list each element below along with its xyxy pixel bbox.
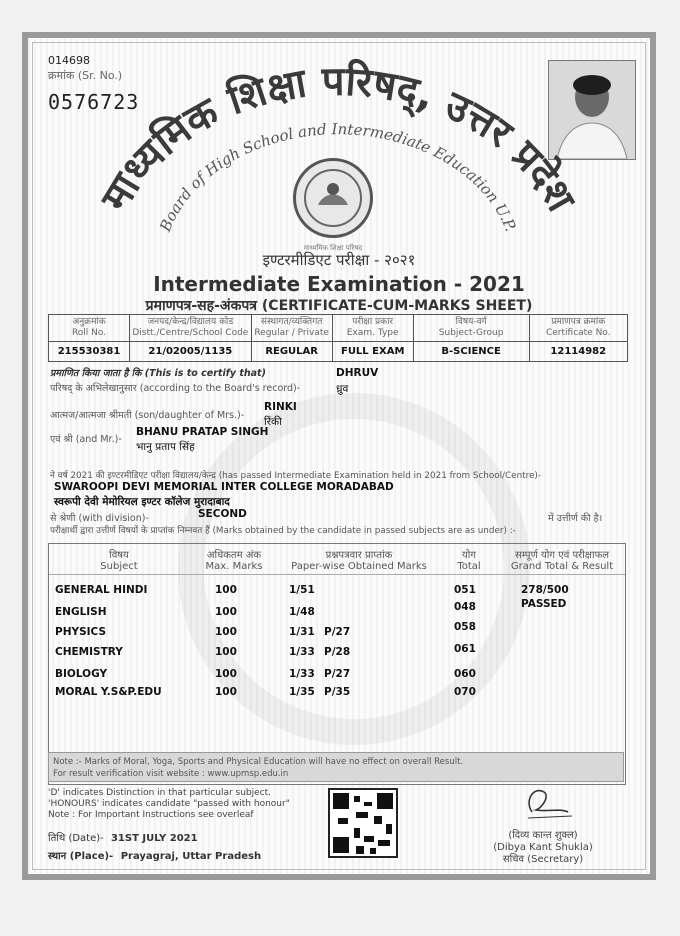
row-total: 061 <box>454 643 476 655</box>
board-seal-emblem <box>293 158 373 238</box>
exam-type: FULL EXAM <box>332 342 413 362</box>
division-value: SECOND <box>198 508 247 520</box>
row-total: 051 <box>454 584 476 596</box>
place-label: स्थान (Place)- <box>48 851 114 862</box>
verification-qr-code <box>328 788 398 858</box>
honours-note: 'HONOURS' indicates candidate "passed with honour" <box>48 799 290 809</box>
candidate-info-table: अनुक्रमांक Roll No. जनपद/केन्द्र/विद्यालय कोड Distt./Centre/School Code संस्थागत/व्यक्तिगत Regular / Private परीक्षा प्रकार Exam. Type विषय-वर्ग Subject-Group प्रमाणपत्र क्रमांक Certificate No. 215530381 21/02005/1135 REGULAR FULL EXAM B-SCIENCE 12114982 <box>48 314 628 362</box>
row-paper2: P/27 <box>324 626 351 638</box>
mother-name: RINKI <box>264 401 297 413</box>
marks-intro-line: परीक्षार्थी द्वारा उत्तीर्ण विषयों के प्राप्तांक निम्नवत हैं (Marks obtained by the candidate in passed subjects are as under) :- <box>50 526 516 536</box>
row-total: 070 <box>454 686 476 698</box>
issue-date: 31ST JULY 2021 <box>110 833 198 844</box>
serial-number: 0576723 <box>48 90 140 114</box>
issue-place: Prayagraj, Uttar Pradesh <box>120 851 262 862</box>
signer-name: (Dibya Kant Shukla) <box>493 842 593 853</box>
exam-title-hindi: इण्टरमीडिएट परीक्षा - २०२१ <box>262 251 416 269</box>
row-subject: ENGLISH <box>55 606 107 618</box>
row-max: 100 <box>215 606 237 618</box>
serial-label: क्रमांक (Sr. No.) <box>48 69 123 82</box>
header-max-marks: अधिकतम अंक Max. Marks <box>205 550 263 572</box>
row-subject: PHYSICS <box>55 626 107 638</box>
row-paper2: P/27 <box>324 668 351 680</box>
passed-line: ने वर्ष 2021 की इण्टरमीडिएट परीक्षा विद्यालय/केन्द्र (has passed Intermediate Examination held in 2021 from School/Centre)- <box>50 471 542 481</box>
mother-label: आत्मज/आत्मजा श्रीमती (son/daughter of Mrs.)- <box>50 410 245 421</box>
board-record-line: परिषद् के अभिलेखानुसार (according to the Board's record)- <box>50 383 301 394</box>
candidate-type: REGULAR <box>251 342 332 362</box>
row-total: 048 <box>454 601 476 613</box>
note-moral: Note :- Marks of Moral, Yoga, Sports and Physical Education will have no effect on overall Result. <box>53 757 464 767</box>
distinction-note: 'D' indicates Distinction in that particular subject. <box>48 788 272 798</box>
place-row <box>48 848 261 862</box>
row-total: 060 <box>454 668 476 680</box>
certificate-sheet <box>22 32 656 880</box>
row-subject: CHEMISTRY <box>55 646 123 658</box>
division-label: से श्रेणी (with division)- <box>50 513 149 524</box>
row-max: 100 <box>215 646 237 658</box>
row-paper1: 1/33 <box>289 668 315 680</box>
certificate-number: 12114982 <box>529 342 627 362</box>
division-tail: में उत्तीर्ण की है। <box>548 513 603 524</box>
result-status: PASSED <box>521 598 567 610</box>
father-name: BHANU PRATAP SINGH <box>136 426 269 438</box>
school-name-hindi: स्वरूपी देवी मेमोरियल इण्टर कॉलेज मुरादाबाद <box>54 496 230 508</box>
row-paper2: P/35 <box>324 686 351 698</box>
row-paper2: P/28 <box>324 646 351 658</box>
serial-code: 014698 <box>48 54 90 67</box>
row-subject: MORAL Y.S&P.EDU <box>55 686 162 698</box>
footer-notes <box>48 788 290 821</box>
exam-title-english: Intermediate Examination - 2021 <box>153 272 525 296</box>
row-max: 100 <box>215 686 237 698</box>
mother-name-hindi: रिंकी <box>264 416 282 428</box>
signer-designation: सचिव (Secretary) <box>502 854 584 865</box>
date-row <box>48 830 198 844</box>
row-paper1: 1/33 <box>289 646 315 658</box>
row-subject: BIOLOGY <box>55 668 108 680</box>
row-max: 100 <box>215 668 237 680</box>
seal-caption: माध्यमिक शिक्षा परिषद <box>303 244 363 252</box>
row-max: 100 <box>215 584 237 596</box>
signer-block <box>468 830 618 866</box>
row-paper1: 1/31 <box>289 626 315 638</box>
notes-bar <box>48 752 624 782</box>
subject-group: B-SCIENCE <box>413 342 529 362</box>
certify-line: प्रमाणित किया जाता है कि (This is to certify that) <box>50 368 266 379</box>
row-total: 058 <box>454 621 476 633</box>
header-subject: विषय Subject <box>100 550 138 572</box>
candidate-name: DHRUV <box>336 367 379 379</box>
document-type: प्रमाणपत्र-सह-अंकपत्र (CERTIFICATE-CUM-MARKS SHEET) <box>145 298 533 314</box>
header-obtained: प्रश्नपत्रवार प्राप्तांक Paper-wise Obtained Marks <box>291 550 427 572</box>
marks-table <box>48 543 626 785</box>
school-code: 21/02005/1135 <box>130 342 252 362</box>
secretary-signature <box>520 782 580 824</box>
school-name: SWAROOPI DEVI MEMORIAL INTER COLLEGE MORADABAD <box>54 481 394 493</box>
row-paper1: 1/35 <box>289 686 315 698</box>
row-subject: GENERAL HINDI <box>55 584 148 596</box>
row-paper1: 1/51 <box>289 584 315 596</box>
date-label: तिथि (Date)- <box>48 833 104 844</box>
overleaf-note: Note : For Important Instructions see overleaf <box>48 810 254 820</box>
grand-total: 278/500 <box>521 584 569 596</box>
signer-name-hindi: (दिव्य कान्त शुक्ल) <box>508 830 578 841</box>
roll-number: 215530381 <box>49 342 130 362</box>
father-label: एवं श्री (and Mr.)- <box>50 434 122 445</box>
row-max: 100 <box>215 626 237 638</box>
note-verification: For result verification visit website : www.upmsp.edu.in <box>53 769 289 779</box>
row-paper1: 1/48 <box>289 606 315 618</box>
candidate-name-hindi: ध्रुव <box>336 383 349 395</box>
header-grand-total: सम्पूर्ण योग एवं परीक्षाफल Grand Total & Result <box>510 550 614 572</box>
father-name-hindi: भानु प्रताप सिंह <box>136 441 195 453</box>
board-title-english: Board of High School and Intermediate Education U.P. <box>156 120 520 235</box>
header-total: योग Total <box>457 550 481 572</box>
board-title-hindi: माध्यमिक शिक्षा परिषद्, उत्तर प्रदेश <box>92 58 584 220</box>
